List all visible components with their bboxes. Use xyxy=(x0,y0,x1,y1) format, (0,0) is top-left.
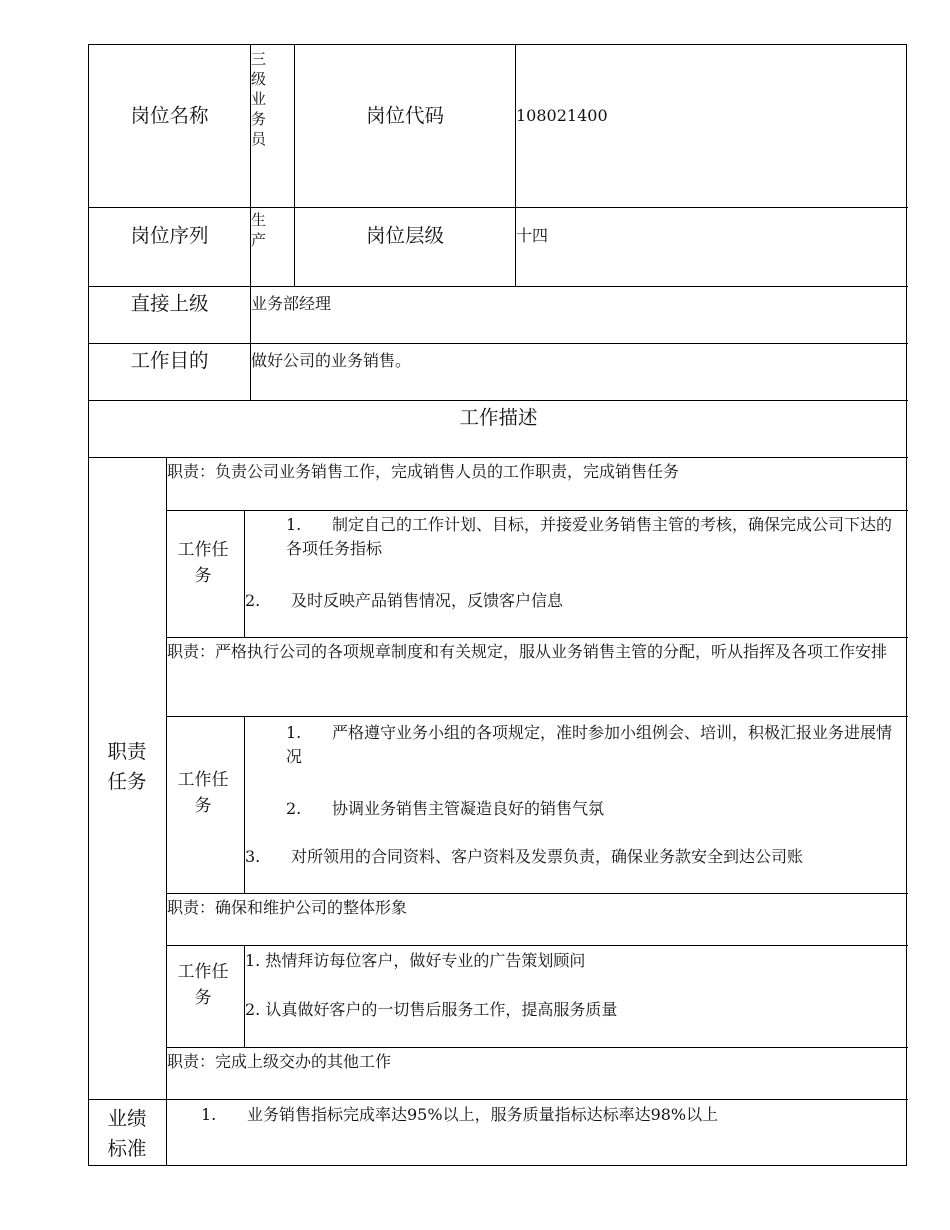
duty-text: 职责：确保和维护公司的整体形象 xyxy=(167,898,408,917)
purpose-label: 工作目的 xyxy=(130,349,209,372)
post-series-value: 生产 xyxy=(251,211,267,249)
row-divider xyxy=(89,343,908,344)
performance-item xyxy=(201,1103,901,1127)
col-divider xyxy=(515,45,516,286)
task-text: 严格遵守业务小组的各项规定，准时参加小组例会、培训，积极汇报业务进展情况 xyxy=(286,723,893,766)
row-divider xyxy=(167,637,908,638)
task-text: 对所领用的合同资料、客户资料及发票负责，确保业务款安全到达公司账 xyxy=(291,847,804,866)
post-code-value: 108021400 xyxy=(516,106,608,125)
job-description-table xyxy=(88,44,907,1166)
task-item xyxy=(286,797,896,821)
performance-text: 业务销售指标完成率达95%以上，服务质量指标达标率达98%以上 xyxy=(247,1105,719,1124)
row-divider xyxy=(89,1099,908,1100)
duty-text: 职责：完成上级交办的其他工作 xyxy=(167,1052,392,1071)
duties-side-label: 职责任务 xyxy=(107,740,147,793)
row-divider xyxy=(167,716,908,717)
row-divider xyxy=(167,510,908,511)
duty-text: 职责：严格执行公司的各项规章制度和有关规定，服从业务销售主管的分配，听从指挥及各项工作安排 xyxy=(167,642,888,661)
post-level-value: 十四 xyxy=(516,226,549,245)
purpose-value: 做好公司的业务销售。 xyxy=(251,351,412,370)
performance-number: 1. xyxy=(201,1105,217,1124)
description-title: 工作描述 xyxy=(459,406,538,429)
task-item xyxy=(245,589,895,613)
task-number: 1. xyxy=(286,515,302,534)
post-series-label: 岗位序列 xyxy=(130,224,209,247)
row-divider xyxy=(89,400,908,401)
post-name-label: 岗位名称 xyxy=(130,104,209,127)
task-number: 1. xyxy=(286,723,302,742)
task-label: 工作任务 xyxy=(177,540,229,586)
task-number: 2. xyxy=(245,591,261,610)
col-divider xyxy=(294,45,295,286)
task-item: 1. 热情拜访每位客户，做好专业的广告策划顾问 xyxy=(245,951,586,970)
task-item: 2. 认真做好客户的一切售后服务工作，提高服务质量 xyxy=(245,1000,618,1019)
task-label: 工作任务 xyxy=(177,770,229,816)
row-divider xyxy=(167,945,908,946)
duty-text: 职责：负责公司业务销售工作，完成销售人员的工作职责，完成销售任务 xyxy=(167,462,680,481)
performance-label: 业绩标准 xyxy=(107,1107,147,1160)
superior-label: 直接上级 xyxy=(130,292,209,315)
row-divider xyxy=(89,286,908,287)
row-divider xyxy=(89,457,908,458)
task-number: 2. xyxy=(286,799,302,818)
task-text: 及时反映产品销售情况，反馈客户信息 xyxy=(291,591,564,610)
post-name-value: 三级业务员 xyxy=(251,50,267,148)
post-level-label: 岗位层级 xyxy=(365,224,444,247)
task-text: 制定自己的工作计划、目标，并接爱业务销售主管的考核，确保完成公司下达的各项任务指标 xyxy=(286,515,893,558)
task-text: 协调业务销售主管凝造良好的销售气氛 xyxy=(332,799,605,818)
row-divider xyxy=(167,893,908,894)
row-divider xyxy=(167,1047,908,1048)
superior-value: 业务部经理 xyxy=(251,294,332,313)
task-item xyxy=(286,513,896,561)
task-number: 3. xyxy=(245,847,261,866)
task-label: 工作任务 xyxy=(177,962,229,1008)
post-code-label: 岗位代码 xyxy=(365,104,444,127)
task-item xyxy=(245,845,905,869)
task-item xyxy=(286,721,896,769)
col-divider xyxy=(244,510,245,637)
row-divider xyxy=(89,207,908,208)
